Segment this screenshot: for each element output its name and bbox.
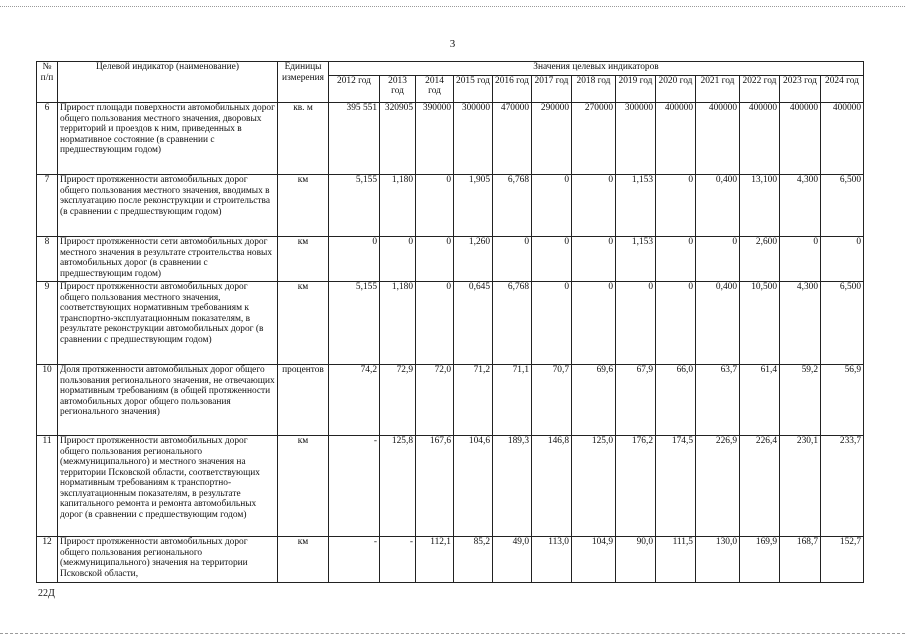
value-cell: 112,1 xyxy=(416,537,454,583)
value-cell: 1,180 xyxy=(380,282,416,365)
header-year: 2017 год xyxy=(532,76,572,103)
value-cell: 0 xyxy=(656,175,696,237)
unit-cell: кв. м xyxy=(278,103,329,175)
value-cell: 59,2 xyxy=(780,365,821,436)
indicator-name: Доля протяженности автомобильных дорог общего пользования регионального значения, не отвечающих нормативным требованиям (в общей протяженности автомобильных дорог общего пользования регионального значения) xyxy=(58,365,278,436)
value-cell: 400000 xyxy=(696,103,740,175)
value-cell: 300000 xyxy=(616,103,656,175)
header-values-group: Значения целевых индикаторов xyxy=(329,62,864,76)
value-cell: 320905 xyxy=(380,103,416,175)
value-cell: - xyxy=(380,537,416,583)
value-cell: 2,600 xyxy=(740,237,780,282)
value-cell: 0 xyxy=(656,237,696,282)
value-cell: 104,6 xyxy=(454,436,493,537)
header-year: 2014 год xyxy=(416,76,454,103)
footer-code: 22Д xyxy=(38,588,55,599)
value-cell: 1,260 xyxy=(454,237,493,282)
value-cell: 174,5 xyxy=(656,436,696,537)
header-year: 2019 год xyxy=(616,76,656,103)
value-cell: 0 xyxy=(696,237,740,282)
value-cell: 0 xyxy=(416,237,454,282)
header-year: 2015 год xyxy=(454,76,493,103)
value-cell: 72,9 xyxy=(380,365,416,436)
unit-cell: км xyxy=(278,436,329,537)
value-cell: 56,9 xyxy=(821,365,864,436)
value-cell: 125,8 xyxy=(380,436,416,537)
value-cell: 74,2 xyxy=(329,365,380,436)
value-cell: 125,0 xyxy=(572,436,616,537)
value-cell: 226,4 xyxy=(740,436,780,537)
value-cell: - xyxy=(329,436,380,537)
value-cell: 0 xyxy=(821,237,864,282)
value-cell: 0 xyxy=(380,237,416,282)
value-cell: 233,7 xyxy=(821,436,864,537)
value-cell: 0 xyxy=(493,237,532,282)
value-cell: 0 xyxy=(780,237,821,282)
indicator-name: Прирост протяженности автомобильных дорог общего пользования регионального (межмуниципального) значения на территории Псковской области, xyxy=(58,537,278,583)
row-number: 11 xyxy=(37,436,58,537)
bottom-scan-edge xyxy=(0,633,905,634)
row-number: 9 xyxy=(37,282,58,365)
unit-cell: км xyxy=(278,282,329,365)
value-cell: 130,0 xyxy=(696,537,740,583)
value-cell: 0 xyxy=(656,282,696,365)
indicator-name: Прирост протяженности сети автомобильных дорог местного значения в результате строительства новых автомобильных дорог (в сравнении с предшествующим годом) xyxy=(58,237,278,282)
value-cell: 111,5 xyxy=(656,537,696,583)
value-cell: 0,645 xyxy=(454,282,493,365)
unit-cell: км xyxy=(278,175,329,237)
row-number: 7 xyxy=(37,175,58,237)
value-cell: 400000 xyxy=(656,103,696,175)
value-cell: 63,7 xyxy=(696,365,740,436)
header-year: 2023 год xyxy=(780,76,821,103)
header-year: 2013 год xyxy=(380,76,416,103)
value-cell: 0 xyxy=(416,175,454,237)
value-cell: 0 xyxy=(572,175,616,237)
row-number: 12 xyxy=(37,537,58,583)
value-cell: 6,768 xyxy=(493,175,532,237)
indicator-name: Прирост протяженности автомобильных дорог общего пользования регионального (межмуниципального) и местного значения на территории Псковской области, соответствующих нормативным требованиям к транспортно-эксплуатационным показателям, в результате капитального ремонта и ремонта автомобильных дорог (в сравнении с предшествующим годом) xyxy=(58,436,278,537)
indicators-table xyxy=(36,61,864,583)
header-num: № п/п xyxy=(37,62,58,103)
value-cell: 400000 xyxy=(821,103,864,175)
unit-cell: процентов xyxy=(278,365,329,436)
value-cell: 71,2 xyxy=(454,365,493,436)
value-cell: 113,0 xyxy=(532,537,572,583)
value-cell: 90,0 xyxy=(616,537,656,583)
header-year: 2018 год xyxy=(572,76,616,103)
value-cell: 176,2 xyxy=(616,436,656,537)
value-cell: 1,153 xyxy=(616,175,656,237)
value-cell: 49,0 xyxy=(493,537,532,583)
value-cell: 0 xyxy=(532,282,572,365)
row-number: 8 xyxy=(37,237,58,282)
value-cell: 72,0 xyxy=(416,365,454,436)
value-cell: 395 551 xyxy=(329,103,380,175)
table-row xyxy=(37,436,864,537)
value-cell: 1,153 xyxy=(616,237,656,282)
value-cell: 71,1 xyxy=(493,365,532,436)
value-cell: 61,4 xyxy=(740,365,780,436)
value-cell: 5,155 xyxy=(329,175,380,237)
indicator-name: Прирост протяженности автомобильных дорог общего пользования местного значения, вводимых в эксплуатацию после реконструкции и строительства (в сравнении с предшествующим годом) xyxy=(58,175,278,237)
value-cell: 85,2 xyxy=(454,537,493,583)
header-year: 2020 год xyxy=(656,76,696,103)
value-cell: 0 xyxy=(532,175,572,237)
indicator-name: Прирост площади поверхности автомобильных дорог общего пользования местного значения, дворовых территорий и проездов к ним, приведенных в нормативное состояние (в сравнении с предшествующим годом) xyxy=(58,103,278,175)
value-cell: 146,8 xyxy=(532,436,572,537)
value-cell: 6,768 xyxy=(493,282,532,365)
value-cell: 470000 xyxy=(493,103,532,175)
value-cell: 189,3 xyxy=(493,436,532,537)
value-cell: 10,500 xyxy=(740,282,780,365)
row-number: 6 xyxy=(37,103,58,175)
value-cell: 0 xyxy=(532,237,572,282)
value-cell: 4,300 xyxy=(780,175,821,237)
value-cell: 169,9 xyxy=(740,537,780,583)
value-cell: 69,6 xyxy=(572,365,616,436)
value-cell: 70,7 xyxy=(532,365,572,436)
value-cell: 400000 xyxy=(740,103,780,175)
header-year: 2022 год xyxy=(740,76,780,103)
value-cell: 168,7 xyxy=(780,537,821,583)
table-row xyxy=(37,365,864,436)
value-cell: 152,7 xyxy=(821,537,864,583)
value-cell: 0 xyxy=(572,282,616,365)
value-cell: - xyxy=(329,537,380,583)
value-cell: 300000 xyxy=(454,103,493,175)
table-row xyxy=(37,175,864,237)
value-cell: 400000 xyxy=(780,103,821,175)
value-cell: 66,0 xyxy=(656,365,696,436)
value-cell: 290000 xyxy=(532,103,572,175)
header-unit: Единицы измерения xyxy=(278,62,329,103)
header-name: Целевой индикатор (наименование) xyxy=(58,62,278,103)
value-cell: 0,400 xyxy=(696,175,740,237)
unit-cell: км xyxy=(278,237,329,282)
value-cell: 226,9 xyxy=(696,436,740,537)
value-cell: 1,180 xyxy=(380,175,416,237)
value-cell: 0,400 xyxy=(696,282,740,365)
page-number: 3 xyxy=(449,38,456,50)
header-year: 2016 год xyxy=(493,76,532,103)
value-cell: 6,500 xyxy=(821,175,864,237)
header-year: 2021 год xyxy=(696,76,740,103)
table-row xyxy=(37,537,864,583)
value-cell: 0 xyxy=(616,282,656,365)
value-cell: 167,6 xyxy=(416,436,454,537)
value-cell: 230,1 xyxy=(780,436,821,537)
value-cell: 4,300 xyxy=(780,282,821,365)
value-cell: 390000 xyxy=(416,103,454,175)
header-year: 2012 год xyxy=(329,76,380,103)
value-cell: 6,500 xyxy=(821,282,864,365)
row-number: 10 xyxy=(37,365,58,436)
value-cell: 0 xyxy=(572,237,616,282)
table-row xyxy=(37,237,864,282)
table-row xyxy=(37,282,864,365)
header-year: 2024 год xyxy=(821,76,864,103)
value-cell: 67,9 xyxy=(616,365,656,436)
table-row xyxy=(37,103,864,175)
indicator-name: Прирост протяженности автомобильных дорог общего пользования местного значения, соответствующих нормативным требованиям к транспортно-эксплуатационным показателям, в результате реконструкции автомобильных дорог (в сравнении с предшествующим годом) xyxy=(58,282,278,365)
table-body xyxy=(37,103,864,583)
unit-cell: км xyxy=(278,537,329,583)
top-scan-edge xyxy=(0,6,905,7)
value-cell: 13,100 xyxy=(740,175,780,237)
value-cell: 5,155 xyxy=(329,282,380,365)
value-cell: 104,9 xyxy=(572,537,616,583)
value-cell: 0 xyxy=(329,237,380,282)
value-cell: 0 xyxy=(416,282,454,365)
value-cell: 270000 xyxy=(572,103,616,175)
value-cell: 1,905 xyxy=(454,175,493,237)
